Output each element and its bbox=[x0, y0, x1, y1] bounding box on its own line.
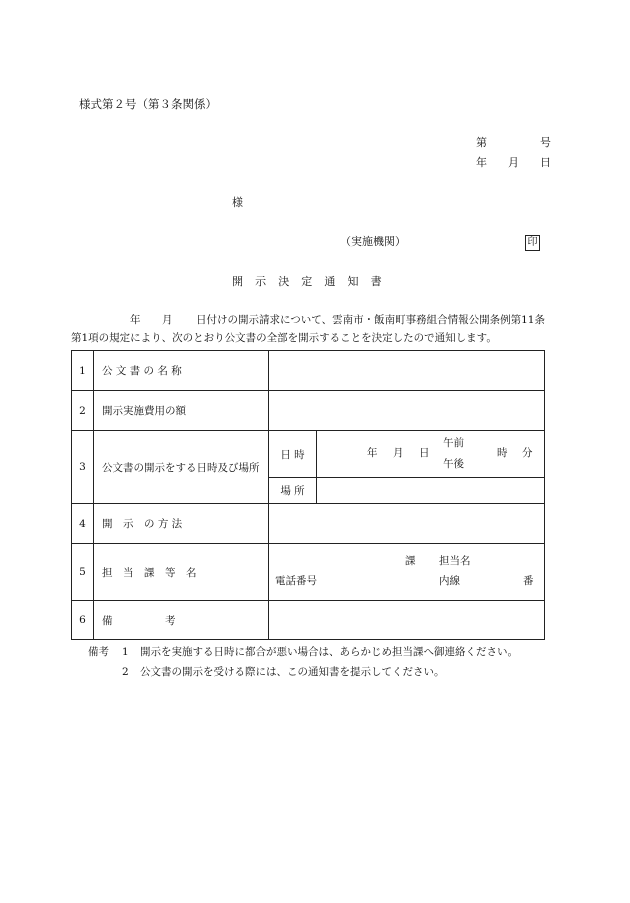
table-row bbox=[72, 544, 545, 601]
table-row bbox=[72, 601, 545, 640]
row-label: 公 文 書 の 名 称 bbox=[94, 351, 269, 391]
row-number: 3 bbox=[72, 431, 94, 504]
issuer-label: （実施機関） bbox=[340, 235, 406, 248]
datetime-field[interactable] bbox=[317, 431, 545, 478]
datetime-am: 午前 bbox=[443, 437, 464, 449]
row-number: 4 bbox=[72, 504, 94, 544]
form-number: 様式第２号（第３条関係） bbox=[79, 97, 217, 111]
body-month: 月 bbox=[162, 314, 173, 326]
row-number: 1 bbox=[72, 351, 94, 391]
row-label: 担 当 課 等 名 bbox=[94, 544, 269, 601]
note-number: 1 bbox=[122, 646, 129, 658]
remarks-field[interactable] bbox=[269, 601, 545, 640]
row-number: 2 bbox=[72, 391, 94, 431]
note-text: 公文書の開示を受ける際には、この通知書を提示してください。 bbox=[140, 666, 445, 678]
datetime-day: 日 bbox=[419, 447, 430, 459]
date-month: 月 bbox=[508, 156, 519, 169]
doc-number-dai: 第 bbox=[476, 136, 487, 149]
row-label: 公文書の開示をする日時及び場所 bbox=[94, 431, 269, 504]
method-field[interactable] bbox=[269, 504, 545, 544]
body-line1: 日付けの開示請求について、雲南市・飯南町事務組合情報公開条例第11条 bbox=[196, 314, 545, 326]
document-name-field[interactable] bbox=[269, 351, 545, 391]
row-label: 開 示 の 方 法 bbox=[94, 504, 269, 544]
table-row bbox=[72, 504, 545, 544]
body-year: 年 bbox=[130, 314, 141, 326]
department-ka: 課 bbox=[405, 555, 416, 567]
row-number: 6 bbox=[72, 601, 94, 640]
table-row bbox=[72, 391, 545, 431]
datetime-minute: 分 bbox=[522, 447, 533, 459]
row-label: 開示実施費用の額 bbox=[94, 391, 269, 431]
body-line2: 第1項の規定により、次のとおり公文書の全部を開示することを決定したので通知します。 bbox=[71, 332, 497, 344]
note-number: 2 bbox=[122, 666, 129, 678]
department-naisen: 内線 bbox=[439, 575, 460, 587]
department-field[interactable] bbox=[269, 544, 545, 601]
notes-heading: 備考 bbox=[88, 646, 109, 658]
fee-amount-field[interactable] bbox=[269, 391, 545, 431]
seal-mark: 印 bbox=[525, 235, 540, 251]
department-ban: 番 bbox=[523, 575, 534, 587]
department-phone: 電話番号 bbox=[275, 575, 317, 587]
datetime-pm: 午後 bbox=[443, 458, 464, 470]
place-label: 場 所 bbox=[269, 478, 317, 504]
place-field[interactable] bbox=[317, 478, 545, 504]
datetime-year: 年 bbox=[367, 447, 378, 459]
document-title: 開 示 決 定 通 知 書 bbox=[232, 275, 383, 288]
disclosure-form-table bbox=[71, 350, 545, 640]
note-text: 開示を実施する日時に都合が悪い場合は、あらかじめ担当課へ御連絡ください。 bbox=[140, 646, 518, 658]
addressee-suffix: 様 bbox=[232, 196, 243, 209]
datetime-month: 月 bbox=[393, 447, 404, 459]
doc-number-go: 号 bbox=[540, 136, 551, 149]
datetime-hour: 時 bbox=[497, 447, 508, 459]
table-row bbox=[72, 431, 545, 478]
row-number: 5 bbox=[72, 544, 94, 601]
date-day: 日 bbox=[540, 156, 551, 169]
department-tantou: 担当名 bbox=[439, 555, 471, 567]
table-row bbox=[72, 351, 545, 391]
date-year: 年 bbox=[476, 156, 487, 169]
row-label: 備 考 bbox=[94, 601, 269, 640]
datetime-label: 日 時 bbox=[269, 431, 317, 478]
